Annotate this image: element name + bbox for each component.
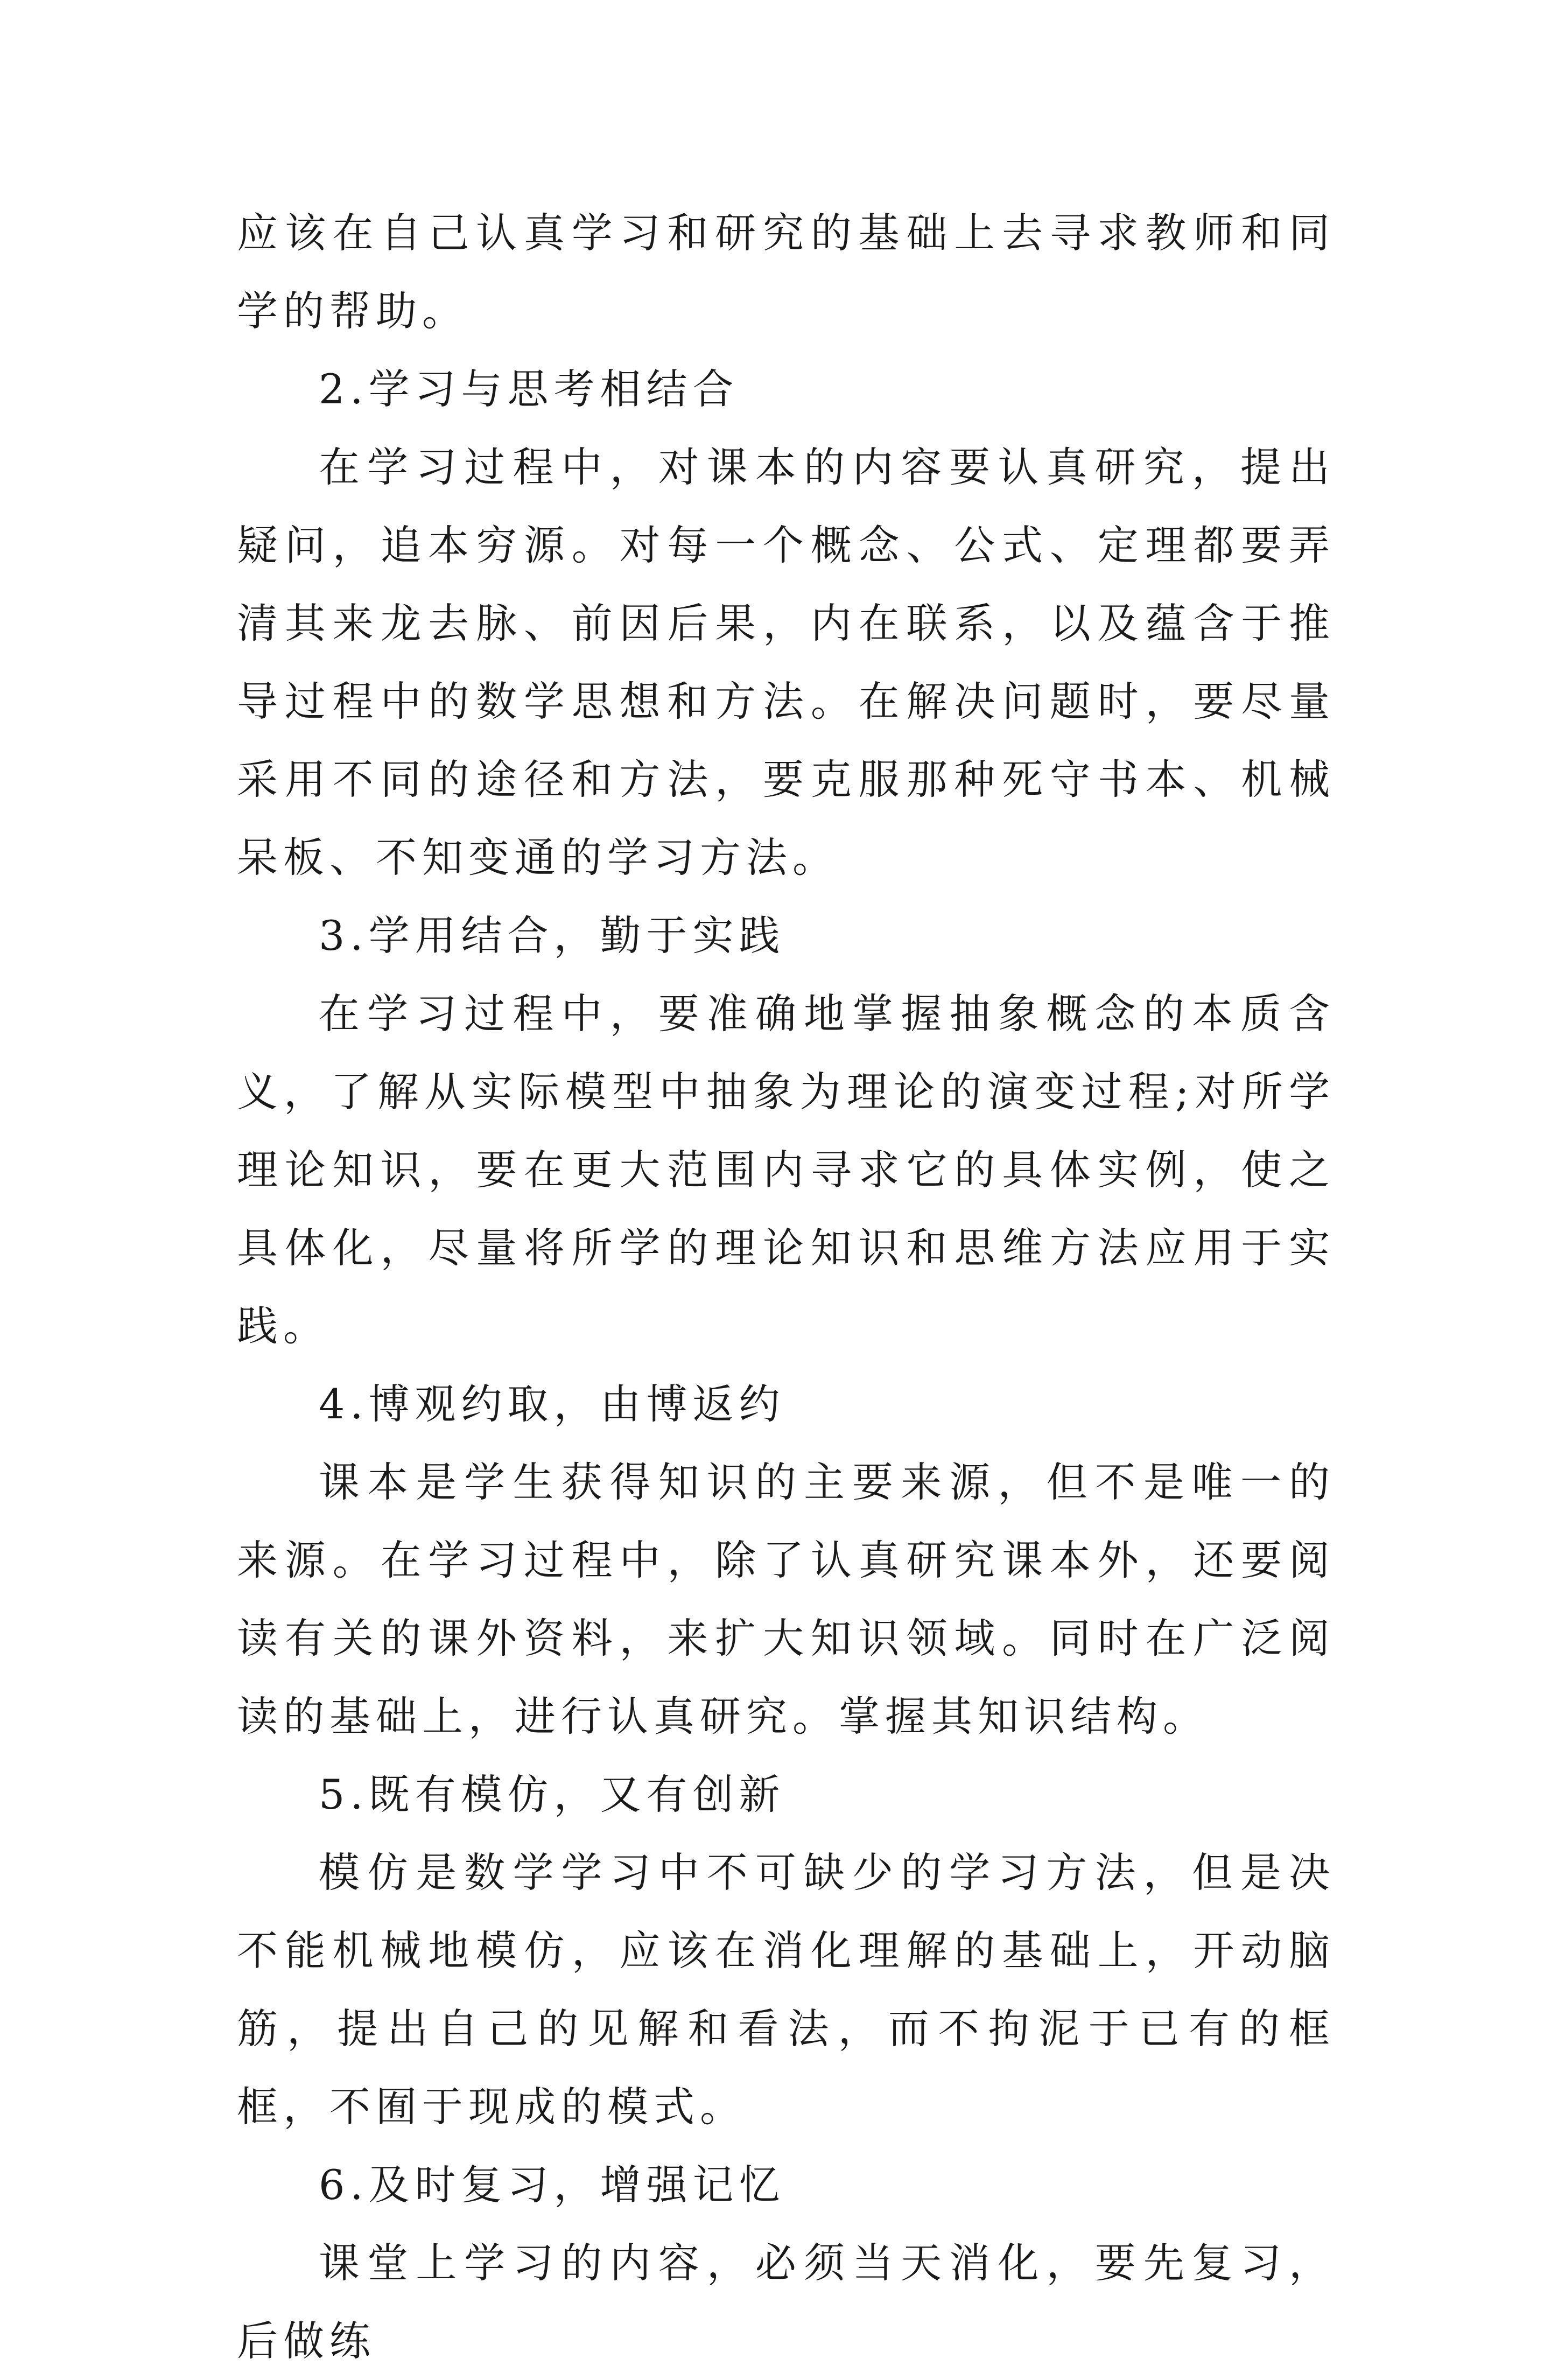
paragraph-continuation: 应该在自己认真学习和研究的基础上去寻求教师和同学的帮助。 [237,209,1335,335]
document-body [237,194,1335,2380]
section-heading-6: 6.及时复习，增强记忆 [319,2161,785,2209]
paragraph-section-5: 模仿是数学学习中不可缺少的学习方法，但是决不能机械地模仿，应该在消化理解的基础上，开动脑筋，提出自己的见解和看法，而不拘泥于已有的框框，不囿于现成的模式。 [237,1849,1335,2131]
section-heading-2: 2.学习与思考相结合 [319,365,739,413]
paragraph-section-3: 在学习过程中，要准确地掌握抽象概念的本质含义，了解从实际模型中抽象为理论的演变过程;对所学理论知识，要在更大范围内寻求它的具体实例，使之具体化，尽量将所学的理论知识和思维方法应用于实践。 [237,990,1335,1350]
section-heading-5: 5.既有模仿，又有创新 [319,1770,785,1818]
section-heading-4: 4.博观约取，由博返约 [319,1380,785,1428]
section-heading-3: 3.学用结合，勤于实践 [319,912,785,960]
paragraph-section-6: 课堂上学习的内容，必须当天消化，要先复习，后做练 [237,2239,1335,2365]
paragraph-section-2: 在学习过程中，对课本的内容要认真研究，提出疑问，追本穷源。对每一个概念、公式、定理都要弄清其来龙去脉、前因后果，内在联系，以及蕴含于推导过程中的数学思想和方法。在解决问题时，要尽量采用不同的途径和方法，要克服那种死守书本、机械呆板、不知变通的学习方法。 [237,443,1335,881]
paragraph-section-4: 课本是学生获得知识的主要来源，但不是唯一的来源。在学习过程中，除了认真研究课本外，还要阅读有关的课外资料，来扩大知识领域。同时在广泛阅读的基础上，进行认真研究。掌握其知识结构。 [237,1458,1335,1740]
